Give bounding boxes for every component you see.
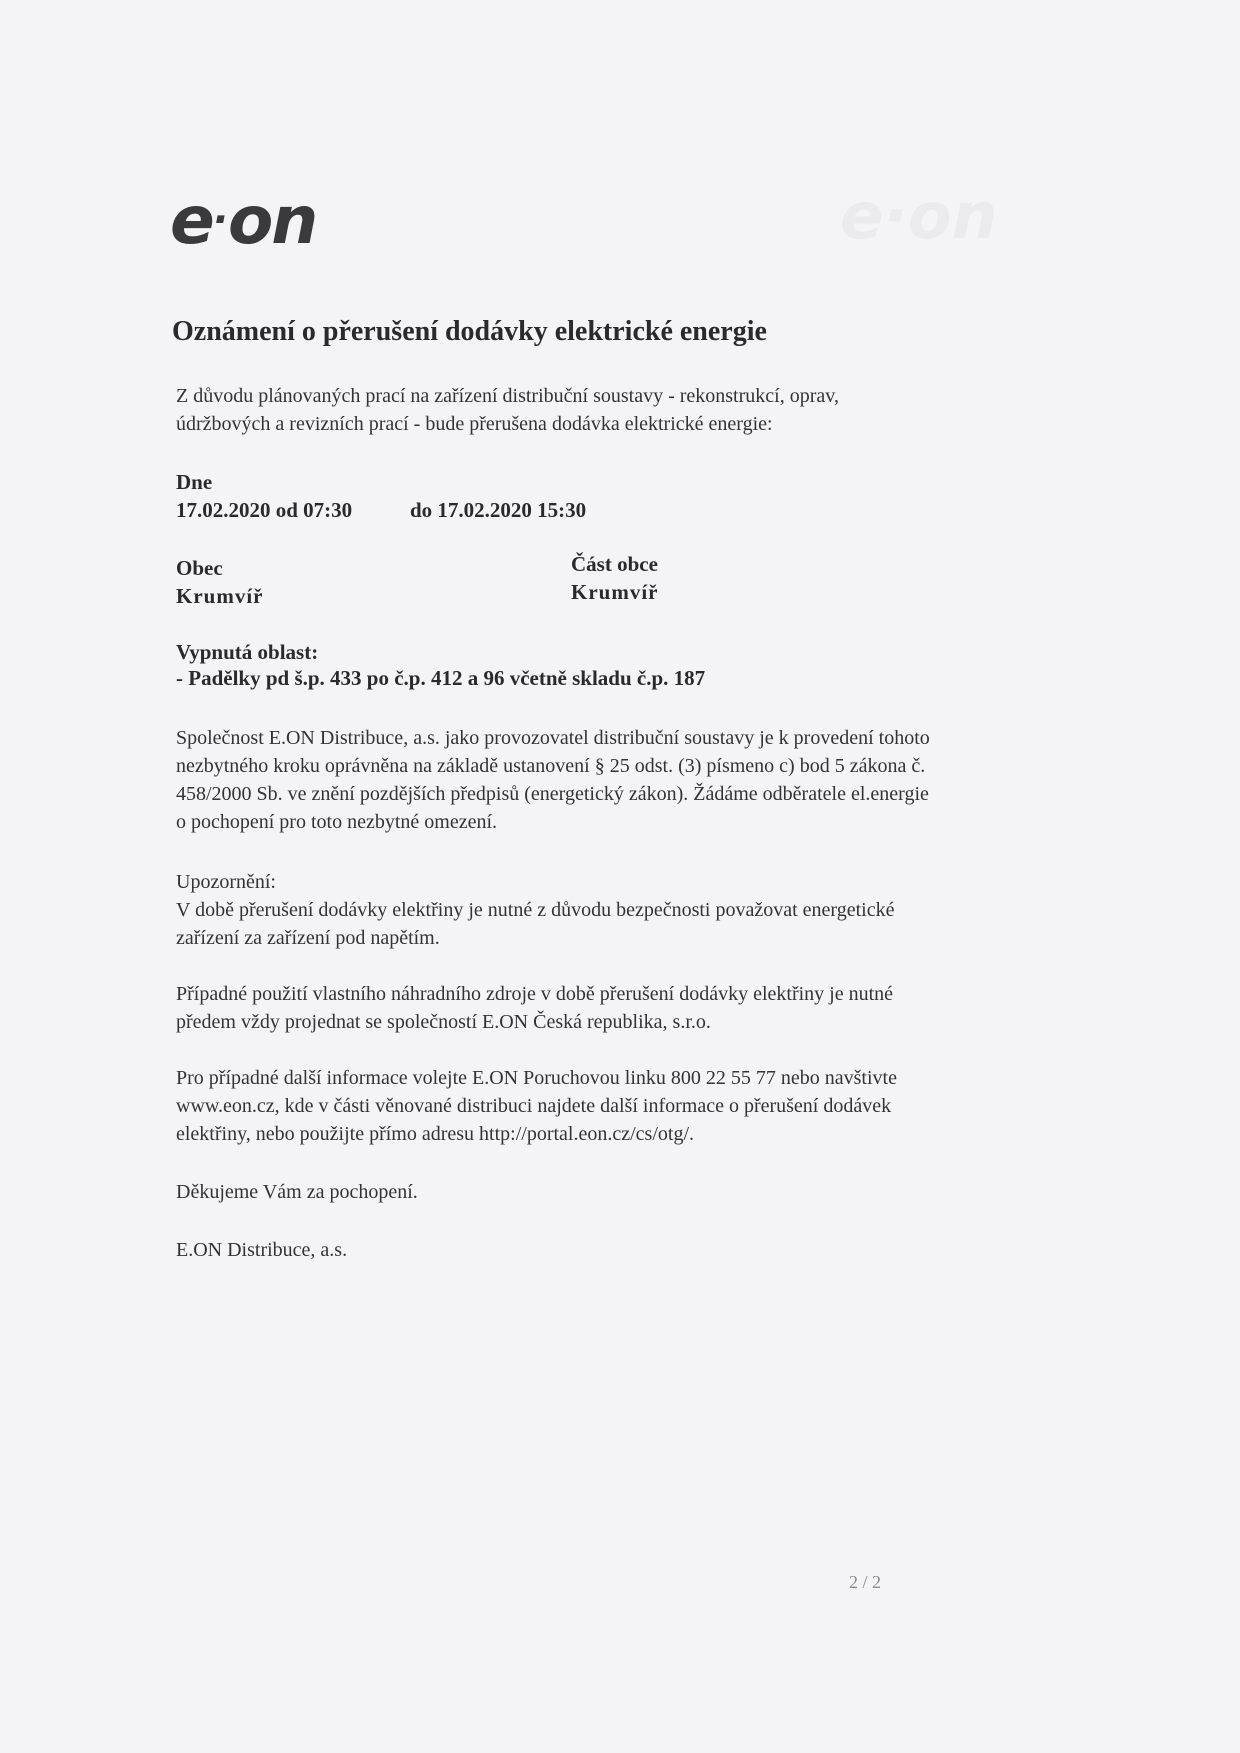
area-value: - Padělky pd š.p. 433 po č.p. 412 a 96 včetně skladu č.p. 187 <box>176 666 706 690</box>
legal-line: 458/2000 Sb. ve znění pozdějších předpisů (energetický zákon). Žádáme odběratele el.energie <box>176 783 929 805</box>
warning-paragraph <box>176 868 894 952</box>
info-paragraph <box>176 1064 897 1148</box>
page-number: 2 / 2 <box>849 1572 882 1592</box>
part-label: Část obce <box>571 552 658 576</box>
legal-line: o pochopení pro toto nezbytné omezení. <box>176 811 498 833</box>
intro-paragraph <box>176 382 839 438</box>
municipality-label: Obec <box>176 556 223 580</box>
signature-text: E.ON Distribuce, a.s. <box>176 1239 348 1261</box>
warning-label: Upozornění: <box>176 871 276 893</box>
part-value: Krumvíř <box>571 580 659 604</box>
generator-line: předem vždy projednat se společností E.ON Česká republika, s.r.o. <box>176 1011 711 1033</box>
info-line: Pro případné další informace volejte E.ON Poruchovou linku 800 22 55 77 nebo navštivte <box>176 1067 897 1089</box>
intro-line: údržbových a revizních prací - bude přerušena dodávka elektrické energie: <box>176 413 773 435</box>
generator-line: Případné použití vlastního náhradního zdroje v době přerušení dodávky elektřiny je nutné <box>176 983 894 1005</box>
info-line: www.eon.cz, kde v části věnované distribuci najdete další informace o přerušení dodávek <box>176 1095 892 1117</box>
eon-logo <box>170 182 317 259</box>
warning-line: V době přerušení dodávky elektřiny je nutné z důvodu bezpečnosti považovat energetické <box>176 899 895 921</box>
date-to: do 17.02.2020 15:30 <box>410 498 587 522</box>
warning-line: zařízení za zařízení pod napětím. <box>176 927 440 949</box>
intro-line: Z důvodu plánovaných prací na zařízení distribuční soustavy - rekonstrukcí, oprav, <box>176 385 839 407</box>
logo-letters-on: on <box>227 182 317 259</box>
legal-line: nezbytného kroku oprávněna na základě ustanovení § 25 odst. (3) písmeno c) bod 5 zákona č. <box>176 755 926 777</box>
date-from: 17.02.2020 od 07:30 <box>176 498 353 522</box>
logo-letter-e: e <box>170 182 213 259</box>
generator-paragraph <box>176 980 893 1036</box>
legal-line: Společnost E.ON Distribuce, a.s. jako provozovatel distribuční soustavy je k provedení tohoto <box>176 727 930 749</box>
info-line: elektřiny, nebo použijte přímo adresu http://portal.eon.cz/cs/otg/. <box>176 1123 695 1145</box>
legal-paragraph <box>176 724 930 836</box>
thanks-text: Děkujeme Vám za pochopení. <box>176 1181 418 1203</box>
document-title: Oznámení o přerušení dodávky elektrické energie <box>172 316 767 347</box>
municipality-value: Krumvíř <box>176 584 264 608</box>
date-label: Dne <box>176 470 213 494</box>
area-label: Vypnutá oblast: <box>176 640 319 664</box>
bleed-through-logo: e·on <box>840 180 998 254</box>
logo-dot: · <box>212 197 228 243</box>
